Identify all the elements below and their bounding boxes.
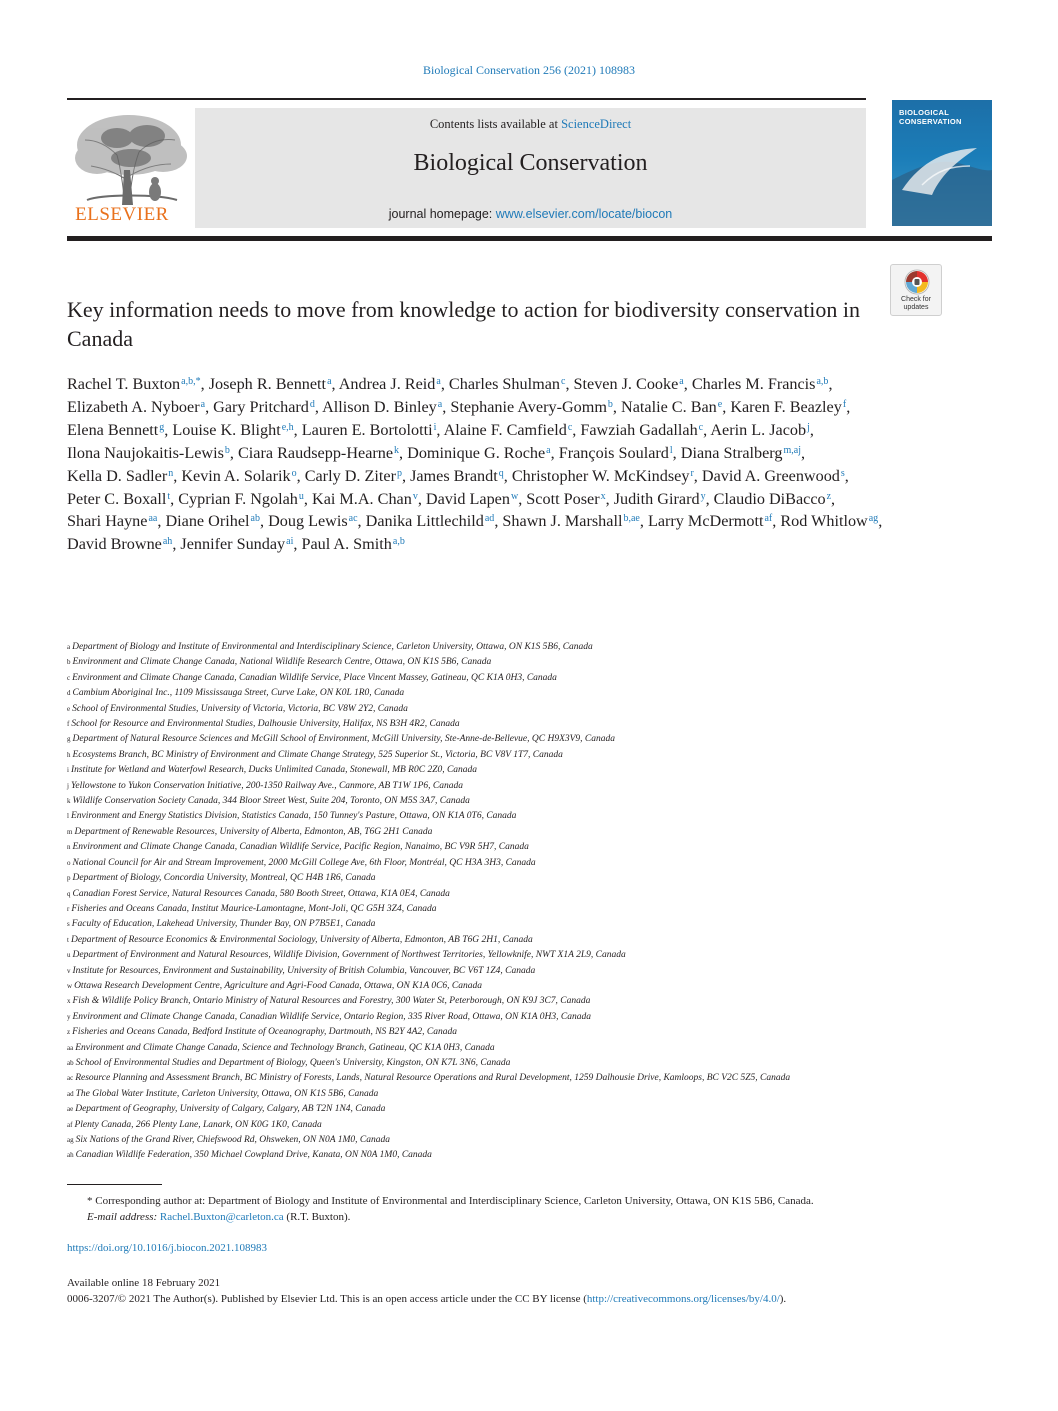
affiliation-item bbox=[67, 1148, 872, 1163]
author-entry bbox=[407, 444, 550, 462]
author-name[interactable]: Dominique G. Roche bbox=[407, 443, 546, 462]
affiliation-text: Environment and Climate Change Canada, Canadian Wildlife Service, Place Vincent Massey, Gatineau, QC K1A 0H3, Canada bbox=[72, 672, 557, 683]
author-name[interactable]: Lauren E. Bortolotti bbox=[301, 420, 433, 439]
author-affiliation-marker[interactable]: j bbox=[807, 421, 810, 433]
affiliation-text: Institute for Wetland and Waterfowl Research, Ducks Unlimited Canada, Stonewall, MB R0C 2Z0, Canada bbox=[70, 765, 478, 776]
author-entry bbox=[692, 375, 829, 393]
affiliation-key: z bbox=[67, 1028, 71, 1037]
affiliation-key: x bbox=[67, 997, 71, 1006]
author-affiliation-marker[interactable]: aa bbox=[148, 513, 158, 525]
author-affiliation-marker[interactable]: o bbox=[291, 467, 297, 479]
author-affiliation-marker[interactable]: f bbox=[842, 398, 847, 410]
affiliation-key: h bbox=[67, 750, 71, 759]
author-name[interactable]: Gary Pritchard bbox=[213, 397, 309, 416]
author-affiliation-marker[interactable]: a bbox=[437, 398, 443, 410]
affiliation-key: f bbox=[67, 720, 70, 729]
author-affiliation-marker[interactable]: w bbox=[510, 490, 519, 502]
author-entry bbox=[180, 535, 293, 553]
affiliation-key: g bbox=[67, 735, 71, 744]
license-suffix: ). bbox=[779, 1293, 787, 1305]
author-name[interactable]: Joseph R. Bennett bbox=[208, 375, 327, 393]
author-name[interactable]: Rod Whitlow bbox=[780, 512, 868, 531]
affiliation-item bbox=[67, 702, 872, 717]
author-affiliation-marker[interactable]: e bbox=[717, 398, 723, 410]
author-affiliation-marker[interactable]: a bbox=[200, 398, 206, 410]
affiliation-text: The Global Water Institute, Carleton University, Ottawa, ON K1S 5B6, Canada bbox=[75, 1088, 379, 1099]
author-name[interactable]: David A. Greenwood bbox=[701, 466, 840, 485]
affiliation-text: Environment and Climate Change Canada, National Wildlife Research Centre, Ottawa, ON K1S 5B6, Canada bbox=[72, 657, 492, 668]
author-entry bbox=[450, 398, 613, 416]
author-entry bbox=[580, 421, 703, 439]
affiliation-text: Plenty Canada, 266 Plenty Lane, Lanark, ON K0G 1K0, Canada bbox=[74, 1119, 322, 1130]
affiliation-text: Environment and Energy Statistics Division, Statistics Canada, 150 Tunney's Pasture, Ottawa, ON K1A 0T6, Canada bbox=[70, 811, 517, 822]
author-affiliation-marker[interactable]: r bbox=[690, 467, 694, 479]
author-entry bbox=[559, 444, 673, 462]
affiliation-item bbox=[67, 1010, 872, 1025]
author-affiliation-marker[interactable]: k bbox=[394, 444, 400, 456]
affiliation-item bbox=[67, 902, 872, 917]
affiliation-text: School for Resource and Environmental Studies, Dalhousie University, Halifax, NS B3H 4R2, Canada bbox=[71, 719, 460, 730]
author-affiliation-marker[interactable]: x bbox=[600, 490, 606, 502]
author-name[interactable]: Aerin L. Jacob bbox=[710, 420, 807, 439]
author-entry bbox=[449, 375, 566, 393]
author-affiliation-marker[interactable]: a bbox=[546, 444, 551, 456]
affiliation-key: n bbox=[67, 843, 71, 852]
affiliation-item bbox=[67, 917, 872, 932]
author-entry bbox=[67, 444, 230, 462]
affiliation-item bbox=[67, 640, 872, 655]
author-entry bbox=[213, 398, 315, 416]
author-affiliation-marker[interactable]: c bbox=[560, 376, 566, 387]
author-name[interactable]: David Browne bbox=[67, 535, 162, 554]
author-affiliation-marker[interactable]: q bbox=[498, 467, 504, 479]
affiliation-text: Department of Biology, Concordia University, Montreal, QC H4B 1R6, Canada bbox=[72, 873, 376, 884]
author-affiliation-marker[interactable]: a,b bbox=[392, 536, 405, 548]
affiliation-key: ae bbox=[67, 1105, 74, 1114]
author-affiliation-marker[interactable]: ac bbox=[348, 513, 358, 525]
affiliation-item bbox=[67, 763, 872, 778]
affiliation-text: Department of Natural Resource Sciences and McGill School of Environment, McGill University, Ste-Anne-de-Bellevue, QC H9X3V9, Canada bbox=[72, 734, 616, 745]
affiliation-key: b bbox=[67, 658, 71, 667]
contents-prefix: Contents lists available at bbox=[429, 117, 562, 131]
corresponding-footnote bbox=[67, 1193, 997, 1225]
affiliation-item bbox=[67, 748, 872, 763]
author-name[interactable]: Shari Hayne bbox=[67, 512, 148, 531]
sciencedirect-link[interactable]: ScienceDirect bbox=[561, 117, 632, 131]
affiliation-text: Department of Renewable Resources, University of Alberta, Edmonton, AB, T6G 2H1 Canada bbox=[74, 826, 433, 837]
author-entry bbox=[444, 421, 573, 439]
affiliation-item bbox=[67, 671, 872, 686]
footnote-rule bbox=[67, 1184, 162, 1185]
affiliation-key: j bbox=[67, 781, 69, 790]
author-affiliation-marker[interactable]: v bbox=[412, 490, 418, 502]
author-entry bbox=[172, 421, 293, 439]
affiliation-key: p bbox=[67, 874, 71, 883]
affiliation-text: Institute for Resources, Environment and Sustainability, University of British Columbia, Vancouver, BC V6T 1Z4, Canada bbox=[72, 965, 536, 976]
journal-homepage-link[interactable]: www.elsevier.com/locate/biocon bbox=[495, 207, 673, 221]
affiliation-key: y bbox=[67, 1012, 71, 1021]
author-entry bbox=[366, 512, 495, 530]
author-entry bbox=[178, 490, 304, 508]
author-affiliation-marker[interactable]: af bbox=[764, 513, 773, 525]
author-affiliation-marker[interactable]: g bbox=[159, 421, 165, 433]
affiliation-key: a bbox=[67, 643, 71, 651]
corresponding-author-text: Corresponding author at: Department of Biology and Institute of Environmental and Interdisciplinary Science, Carleton University, Ottawa, ON K1S 5B6, Canada. bbox=[95, 1195, 814, 1207]
affiliation-item bbox=[67, 1071, 872, 1086]
publication-info bbox=[67, 1275, 997, 1307]
author-name[interactable]: Diane Orihel bbox=[165, 512, 250, 531]
author-entry bbox=[301, 535, 404, 553]
author-name[interactable]: Elizabeth A. Nyboer bbox=[67, 397, 200, 416]
author-name[interactable]: Larry McDermott bbox=[647, 512, 764, 531]
author-name[interactable]: Claudio DiBacco bbox=[713, 489, 826, 508]
affiliation-text: Fisheries and Oceans Canada, Bedford Institute of Oceanography, Dartmouth, NS B2Y 4A2, Canada bbox=[72, 1027, 458, 1038]
author-entry bbox=[621, 398, 722, 416]
author-name[interactable]: David Lapen bbox=[425, 489, 510, 508]
affiliation-text: Department of Biology and Institute of Environmental and Interdisciplinary Science, Carleton University, Ottawa, ON K1S 5B6, Canada bbox=[72, 642, 593, 652]
affiliation-text: Environment and Climate Change Canada, Science and Technology Branch, Gatineau, QC K1A 0H3, Canada bbox=[75, 1042, 495, 1053]
affiliation-item bbox=[67, 1025, 872, 1040]
author-name[interactable]: Shawn J. Marshall bbox=[502, 512, 623, 531]
author-name[interactable]: Scott Poser bbox=[526, 489, 600, 508]
author-name[interactable]: Judith Girard bbox=[613, 489, 700, 508]
author-entry bbox=[312, 490, 418, 508]
affiliation-item bbox=[67, 979, 872, 994]
author-name[interactable]: Paul A. Smith bbox=[301, 535, 392, 554]
affiliation-item bbox=[67, 933, 872, 948]
author-entry bbox=[305, 467, 402, 485]
affiliation-text: Environment and Climate Change Canada, Canadian Wildlife Service, Pacific Region, Nanaimo, BC V9R 5H7, Canada bbox=[72, 842, 529, 853]
author-affiliation-marker[interactable]: a bbox=[679, 376, 684, 387]
affiliation-key: af bbox=[67, 1120, 73, 1129]
author-name[interactable]: Karen F. Beazley bbox=[730, 397, 842, 416]
author-affiliation-marker[interactable]: u bbox=[298, 490, 304, 502]
author-entry bbox=[322, 398, 442, 416]
author-entry bbox=[681, 444, 801, 462]
author-name[interactable]: Ilona Naujokaitis-Lewis bbox=[67, 443, 224, 462]
homepage-line bbox=[195, 207, 866, 221]
affiliation-item bbox=[67, 948, 872, 963]
affiliation-item bbox=[67, 1133, 872, 1148]
affiliation-text: Department of Resource Economics & Environmental Sociology, University of Alberta, Edmonton, AB T6G 2H1, Canada bbox=[70, 934, 533, 945]
author-entry bbox=[702, 467, 845, 485]
affiliation-key: c bbox=[67, 673, 71, 682]
check-updates-icon bbox=[891, 267, 943, 297]
author-entry bbox=[268, 512, 357, 530]
journal-cover-image[interactable] bbox=[892, 100, 992, 226]
affiliation-item bbox=[67, 994, 872, 1009]
author-affiliation-marker[interactable]: ad bbox=[484, 513, 495, 525]
author-affiliation-marker[interactable]: c bbox=[567, 421, 573, 433]
affiliation-item bbox=[67, 964, 872, 979]
affiliation-key: ad bbox=[67, 1089, 74, 1098]
affiliation-key: r bbox=[67, 904, 70, 913]
author-affiliation-marker[interactable]: ah bbox=[162, 536, 173, 548]
author-affiliation-marker[interactable]: i bbox=[433, 421, 437, 433]
author-name[interactable]: Diana Stralberg bbox=[680, 443, 783, 462]
affiliation-text: Six Nations of the Grand River, Chiefswood Rd, Ohsweken, ON N0A 1M0, Canada bbox=[75, 1135, 390, 1145]
affiliation-text: School of Environmental Studies, University of Victoria, Victoria, BC V8W 2Y2, Canada bbox=[72, 703, 408, 714]
affiliation-key: w bbox=[67, 981, 73, 990]
author-entry bbox=[67, 490, 170, 508]
author-entry bbox=[67, 512, 157, 530]
author-affiliation-marker[interactable]: b,ae bbox=[623, 513, 640, 525]
affiliation-text: Department of Geography, University of Calgary, Calgary, AB T2N 1N4, Canada bbox=[75, 1104, 386, 1115]
author-affiliation-marker[interactable]: d bbox=[309, 398, 315, 410]
affiliation-text: Fish & Wildlife Policy Branch, Ontario Ministry of Natural Resources and Forestry, 300 Water St, Peterborough, ON K9J 3C7, Canada bbox=[72, 996, 591, 1007]
author-entry bbox=[780, 512, 878, 530]
author-name[interactable]: Charles Shulman bbox=[448, 375, 560, 393]
affiliation-item bbox=[67, 840, 872, 855]
affiliation-key: i bbox=[67, 766, 69, 775]
affiliation-text: Department of Environment and Natural Resources, Wildlife Division, Government of Northwest Territories, Yellowknife, NWT X1A 2L9, Canada bbox=[72, 950, 626, 961]
author-entry bbox=[67, 398, 205, 416]
cover-bird-icon bbox=[892, 100, 992, 226]
license-line bbox=[67, 1291, 997, 1307]
affiliation-key: s bbox=[67, 920, 70, 929]
author-entry bbox=[512, 467, 694, 485]
author-entry bbox=[730, 398, 846, 416]
author-entry bbox=[238, 444, 399, 462]
author-name[interactable]: Louise K. Blight bbox=[172, 420, 281, 439]
author-entry bbox=[614, 490, 706, 508]
affiliation-text: Environment and Climate Change Canada, Canadian Wildlife Service, Ontario Region, 335 River Road, Ottawa, ON K1A 0H3, Canada bbox=[72, 1011, 592, 1022]
affiliation-item bbox=[67, 779, 872, 794]
contents-line bbox=[195, 117, 866, 132]
author-affiliation-marker[interactable]: b bbox=[607, 398, 613, 410]
author-name[interactable]: Doug Lewis bbox=[268, 512, 348, 531]
affiliation-item bbox=[67, 732, 872, 747]
affiliation-key: aa bbox=[67, 1043, 74, 1052]
affiliation-key: o bbox=[67, 858, 71, 867]
affiliation-text: National Council for Air and Stream Improvement, 2000 McGill College Ave, 6th Floor, Montréal, QC H3A 3H3, Canada bbox=[72, 857, 536, 868]
author-entry bbox=[67, 375, 201, 393]
affiliation-key: ac bbox=[67, 1074, 74, 1083]
affiliation-list bbox=[67, 640, 872, 1164]
affiliation-text: Faculty of Education, Lakehead University, Thunder Bay, ON P7B5E1, Canada bbox=[71, 919, 376, 930]
affiliation-text: Resource Planning and Assessment Branch, BC Ministry of Forests, Lands, Natural Resource Operations and Rural Development, 1259 Dalhousie Drive, Kamloops, BC V2C 5Z5, Canada bbox=[75, 1073, 791, 1084]
affiliation-item bbox=[67, 887, 872, 902]
author-affiliation-marker[interactable]: l bbox=[669, 444, 673, 456]
author-entry bbox=[67, 421, 164, 439]
author-affiliation-marker[interactable]: y bbox=[700, 490, 706, 502]
affiliation-item bbox=[67, 871, 872, 886]
available-online: Available online 18 February 2021 bbox=[67, 1277, 221, 1289]
article-title: Key information needs to move from knowledge to action for biodiversity conservation in Canada bbox=[67, 297, 861, 351]
author-name[interactable]: James Brandt bbox=[410, 466, 498, 485]
author-entry bbox=[574, 375, 684, 393]
affiliation-key: ag bbox=[67, 1136, 74, 1144]
author-name[interactable]: Natalie C. Ban bbox=[621, 397, 717, 416]
author-affiliation-marker[interactable]: c bbox=[698, 421, 704, 433]
affiliation-text: Ecosystems Branch, BC Ministry of Environment and Climate Change Strategy, 525 Superior St., Victoria, BC V8V 1T7, Canada bbox=[72, 749, 563, 760]
author-entry bbox=[648, 512, 772, 530]
affiliation-item bbox=[67, 809, 872, 824]
affiliation-item bbox=[67, 825, 872, 840]
author-affiliation-marker[interactable]: ag bbox=[868, 513, 879, 525]
author-entry bbox=[714, 490, 831, 508]
affiliation-item bbox=[67, 655, 872, 670]
author-name[interactable]: Cyprian F. Ngolah bbox=[178, 489, 298, 508]
author-entry bbox=[67, 467, 173, 485]
publisher-name: ELSEVIER bbox=[75, 204, 169, 225]
affiliation-text: Ottawa Research Development Centre, Agriculture and Agri-Food Canada, Ottawa, ON K1A 0C6, Canada bbox=[74, 980, 483, 991]
author-entry bbox=[410, 467, 504, 485]
affiliation-item bbox=[67, 1087, 872, 1102]
affiliation-item bbox=[67, 1118, 872, 1133]
affiliation-key: ab bbox=[67, 1058, 74, 1067]
author-affiliation-marker[interactable]: p bbox=[396, 467, 402, 479]
author-name[interactable]: Kai M.A. Chan bbox=[312, 489, 412, 508]
author-entry bbox=[526, 490, 605, 508]
affiliation-text: Canadian Forest Service, Natural Resources Canada, 580 Booth Street, Ottawa, K1A 0E4, Canada bbox=[72, 888, 450, 899]
affiliation-text: Cambium Aboriginal Inc., 1109 Mississauga Street, Curve Lake, ON K0L 1R0, Canada bbox=[72, 688, 405, 699]
affiliation-text: Fisheries and Oceans Canada, Institut Maurice-Lamontagne, Mont-Joli, QC G5H 3Z4, Canada bbox=[71, 903, 437, 914]
author-affiliation-marker[interactable]: a bbox=[327, 376, 332, 387]
author-list: Rachel T. Buxton$^{a,b,*}$, Joseph R. Bennett$^a$, Andrea J. Reid$^a$, Charles Shulman$^c$, Steven J. Cooke$^a$, Charles M. Francis$^{a,b}$, Elizabeth A. Nyboer$^a$, Gary Pritchard$^d$, Allison D. Binley$^a$, Stephanie Avery-Gomm$^b$, Natalie C. Ban$^e$, Karen F. Beazley$^f$, Elena Bennett$^g$, Louise K. Blight$^{e,h}$, Lauren E. Bortolotti$^i$, Alaine F. Camfield$^c$, Fawziah Gadallah$^c$, Aerin L. Jacob$^j$, Ilona Naujokaitis-Lewis$^b$, Ciara Raudsepp-Hearne$^k$, Dominique G. Roche$^a$, François Soulard$^l$, Diana Stralberg$^{m,aj}$, Kella D. Sadler$^n$, Kevin A. Solarik$^o$, Carly D. Ziter$^p$, James Brandt$^q$, Christopher W. McKindsey$^r$, David A. Greenwood$^s$, Peter C. Boxall$^t$, Cyprian F. Ngolah$^u$, Kai M.A. Chan$^v$, David Lapen$^w$, Scott Poser$^x$, Judith Girard$^y$, Claudio DiBacco$^z$, Shari Hayne$^{aa}$, Diane Orihel$^{ab}$, Doug Lewis$^{ac}$, Danika Littlechild$^{ad}$, Shawn J. Marshall$^{b,ae}$, Larry McDermott$^{af}$, Rod Whitlow$^{ag}$, David Browne$^{ah}$, Jennifer Sunday$^{ai}$, Paul A. Smith$^{a,b}$ bbox=[67, 375, 883, 554]
affiliation-key: t bbox=[67, 935, 69, 944]
author-name[interactable]: Carly D. Ziter bbox=[304, 466, 396, 485]
author-affiliation-marker[interactable]: m,aj bbox=[783, 444, 801, 456]
masthead-box bbox=[195, 108, 866, 228]
affiliation-item bbox=[67, 717, 872, 732]
affiliation-item bbox=[67, 686, 872, 701]
affiliation-key: d bbox=[67, 689, 71, 698]
author-name[interactable]: Kella D. Sadler bbox=[67, 466, 168, 485]
author-name[interactable]: Peter C. Boxall bbox=[67, 489, 167, 508]
author-affiliation-marker[interactable]: a,b,* bbox=[181, 376, 201, 387]
author-name[interactable]: Elena Bennett bbox=[67, 420, 159, 439]
author-entry bbox=[67, 535, 172, 553]
homepage-prefix: journal homepage: bbox=[388, 207, 496, 221]
author-entry bbox=[339, 375, 441, 393]
author-name[interactable]: Alaine F. Camfield bbox=[443, 420, 567, 439]
author-entry bbox=[426, 490, 518, 508]
author-entry bbox=[302, 421, 437, 439]
email-suffix: (R.T. Buxton). bbox=[286, 1211, 351, 1223]
check-for-updates-badge[interactable] bbox=[890, 264, 942, 316]
author-affiliation-marker[interactable]: a,b bbox=[816, 376, 829, 387]
license-link[interactable]: http://creativecommons.org/licenses/by/4.0/ bbox=[586, 1293, 780, 1305]
author-name[interactable]: Christopher W. McKindsey bbox=[511, 466, 690, 485]
author-name[interactable]: Steven J. Cooke bbox=[573, 375, 679, 393]
license-prefix: 0006-3207/© 2021 The Author(s). Published by Elsevier Ltd. This is an open access article under the CC BY license ( bbox=[67, 1293, 587, 1305]
author-affiliation-marker[interactable]: a bbox=[436, 376, 441, 387]
affiliation-item bbox=[67, 856, 872, 871]
author-name[interactable]: Ciara Raudsepp-Hearne bbox=[237, 443, 394, 462]
author-name[interactable]: Jennifer Sunday bbox=[180, 535, 286, 554]
author-name[interactable]: François Soulard bbox=[558, 443, 669, 462]
affiliation-text: Wildlife Conservation Society Canada, 344 Bloor Street West, Suite 204, Toronto, ON M5S 3A7, Canada bbox=[72, 796, 470, 807]
author-affiliation-marker[interactable]: t bbox=[167, 490, 171, 502]
author-entry bbox=[710, 421, 810, 439]
author-entry bbox=[181, 467, 296, 485]
footnote-marker: * bbox=[87, 1195, 93, 1207]
author-name[interactable]: Danika Littlechild bbox=[365, 512, 484, 531]
author-name[interactable]: Stephanie Avery-Gomm bbox=[450, 397, 607, 416]
author-affiliation-marker[interactable]: ab bbox=[250, 513, 260, 525]
affiliation-item bbox=[67, 1102, 872, 1117]
author-entry bbox=[209, 375, 332, 393]
affiliation-key: m bbox=[67, 827, 73, 836]
email-label: E-mail address: bbox=[87, 1211, 158, 1223]
masthead-bottom-rule bbox=[67, 236, 992, 241]
author-name[interactable]: Andrea J. Reid bbox=[338, 375, 436, 393]
author-name[interactable]: Kevin A. Solarik bbox=[181, 466, 291, 485]
author-affiliation-marker[interactable]: s bbox=[840, 467, 845, 479]
author-name[interactable]: Charles M. Francis bbox=[691, 375, 816, 393]
affiliation-item bbox=[67, 1056, 872, 1071]
check-for-updates-label: Check for updates bbox=[901, 296, 931, 311]
author-affiliation-marker[interactable]: n bbox=[168, 467, 174, 479]
doi-link[interactable]: https://doi.org/10.1016/j.biocon.2021.108983 bbox=[67, 1242, 267, 1254]
masthead-top-rule bbox=[67, 98, 866, 100]
author-affiliation-marker[interactable]: b bbox=[224, 444, 230, 456]
affiliation-item bbox=[67, 1041, 872, 1056]
affiliation-text: School of Environmental Studies and Department of Biology, Queen's University, Kingston, ON K7L 3N6, Canada bbox=[75, 1057, 511, 1068]
author-entry bbox=[502, 512, 639, 530]
author-name[interactable]: Fawziah Gadallah bbox=[580, 420, 698, 439]
affiliation-key: ah bbox=[67, 1151, 74, 1160]
affiliation-text: Canadian Wildlife Federation, 350 Michael Cowpland Drive, Kanata, ON N0A 1M0, Canada bbox=[75, 1150, 432, 1161]
affiliation-key: k bbox=[67, 797, 71, 806]
affiliation-key: q bbox=[67, 889, 71, 898]
affiliation-key: e bbox=[67, 704, 71, 713]
affiliation-item bbox=[67, 794, 872, 809]
cover-title: BIOLOGICAL CONSERVATION bbox=[899, 108, 962, 126]
author-affiliation-marker[interactable]: ai bbox=[286, 536, 294, 548]
author-entry bbox=[165, 512, 260, 530]
affiliation-key: v bbox=[67, 966, 71, 975]
affiliation-key: l bbox=[67, 812, 69, 821]
email-link[interactable]: Rachel.Buxton@carleton.ca bbox=[159, 1211, 284, 1223]
author-affiliation-marker[interactable]: e,h bbox=[281, 421, 294, 433]
author-name[interactable]: Allison D. Binley bbox=[322, 397, 437, 416]
author-affiliation-marker[interactable]: z bbox=[826, 490, 832, 502]
affiliation-text: Yellowstone to Yukon Conservation Initiative, 200-1350 Railway Ave., Canmore, AB T1W 1P6, Canada bbox=[70, 780, 463, 791]
affiliation-key: u bbox=[67, 951, 71, 960]
journal-reference[interactable]: Biological Conservation 256 (2021) 108983 bbox=[423, 63, 635, 77]
author-name[interactable]: Rachel T. Buxton bbox=[67, 375, 181, 393]
journal-title: Biological Conservation bbox=[413, 150, 648, 176]
